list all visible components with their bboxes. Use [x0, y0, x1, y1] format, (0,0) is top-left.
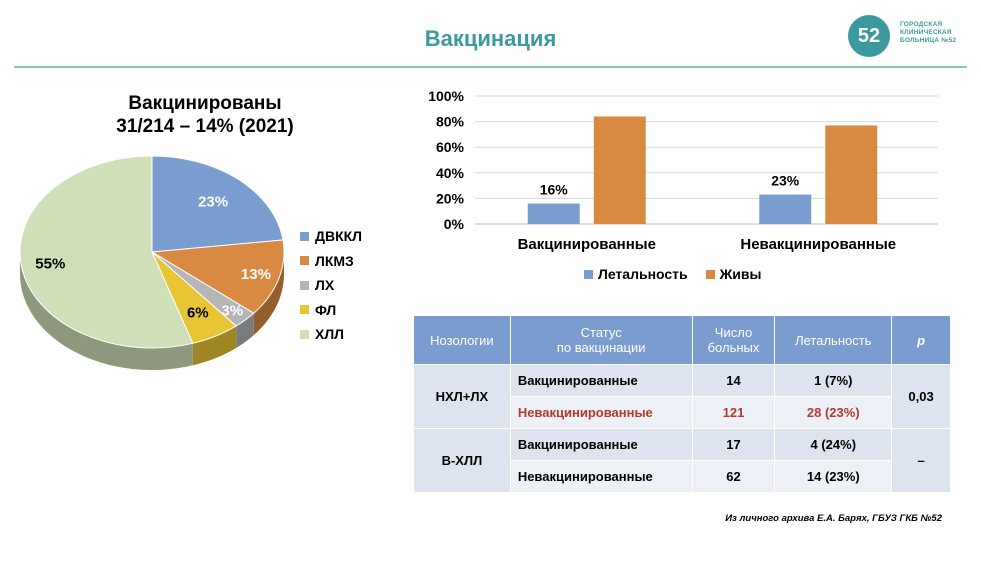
p-value-cell: 0,03 [892, 365, 951, 429]
bar [528, 204, 580, 224]
source-footnote: Из личного архива Е.А. Барях, ГБУЗ ГКБ №52 [725, 513, 942, 524]
lethality-cell: 1 (7%) [775, 365, 892, 397]
legend-item [300, 298, 362, 323]
legend-item [300, 224, 362, 249]
p-value-cell: – [892, 429, 951, 493]
x-category-label: Вакцинированные [517, 236, 656, 253]
lethality-cell: 4 (24%) [775, 429, 892, 461]
table-row [414, 429, 951, 461]
page-title: Вакцинация [424, 26, 557, 51]
y-tick-label: 40% [435, 164, 464, 181]
x-category-label: Невакцинированные [740, 236, 897, 253]
legend-swatch [706, 270, 715, 279]
column-header [510, 316, 692, 365]
pie-title-line: 31/214 – 14% (2021) [116, 116, 294, 137]
bar-chart [428, 88, 938, 253]
pie-data-label: 55% [35, 255, 66, 273]
y-tick-label: 60% [435, 139, 464, 156]
legend-label: Летальность [598, 266, 688, 282]
legend-item [300, 322, 362, 347]
bar [759, 195, 811, 224]
legend-swatch [300, 232, 309, 241]
legend-swatch [584, 270, 593, 279]
bar-legend [584, 266, 779, 282]
pie-title-line: Вакцинированы [128, 93, 282, 114]
header-count: Число больных [707, 325, 760, 355]
y-tick-label: 20% [435, 190, 464, 207]
column-header [692, 316, 775, 365]
count-cell: 14 [692, 365, 775, 397]
table-header-row [414, 316, 951, 365]
bar [594, 116, 646, 224]
column-header: Летальность [775, 316, 892, 365]
pie-data-label: 6% [186, 304, 209, 322]
y-tick-label: 0% [443, 216, 464, 232]
legend-swatch [300, 330, 309, 339]
nosology-cell: B-ХЛЛ [414, 429, 511, 493]
pie-legend [300, 224, 362, 347]
legend-swatch [300, 256, 309, 265]
y-tick-label: 80% [435, 113, 464, 130]
status-cell: Вакцинированные [510, 429, 692, 461]
count-cell: 121 [692, 397, 775, 429]
legend-label: ФЛ [315, 301, 337, 318]
legend-label: ЛХ [315, 277, 335, 294]
bar-data-label: 23% [771, 172, 800, 189]
column-header: p [892, 316, 951, 365]
legend-label: ДВККЛ [315, 228, 362, 245]
status-cell: Вакцинированные [510, 365, 692, 397]
bar-data-label: 16% [539, 181, 568, 198]
column-header: Нозологии [414, 316, 511, 365]
header-status: Статус по вакцинации [556, 325, 646, 355]
legend-label: ХЛЛ [315, 326, 344, 343]
legend-label: Живы [719, 266, 762, 282]
logo-line: ГОРОДСКАЯ [900, 21, 943, 28]
count-cell: 62 [692, 461, 775, 493]
count-cell: 17 [692, 429, 775, 461]
lethality-cell: 14 (23%) [775, 461, 892, 493]
legend-item [706, 266, 762, 282]
pie-chart [20, 156, 284, 370]
pie-data-label: 13% [240, 265, 271, 283]
logo-line: КЛИНИЧЕСКАЯ [900, 29, 952, 36]
legend-label: ЛКМЗ [315, 252, 354, 269]
bar [825, 125, 877, 224]
lethality-cell: 28 (23%) [775, 397, 892, 429]
legend-swatch [300, 305, 309, 314]
status-cell: Невакцинированные [510, 461, 692, 493]
pie-data-label: 3% [221, 302, 244, 320]
table-row [414, 365, 951, 397]
legend-swatch [300, 281, 309, 290]
lethality-table [413, 315, 951, 493]
logo-line: БОЛЬНИЦА №52 [900, 37, 957, 44]
y-tick-label: 100% [428, 88, 464, 104]
pie-data-label: 23% [198, 193, 229, 211]
nosology-cell: НХЛ+ЛХ [414, 365, 511, 429]
legend-item [584, 266, 688, 282]
legend-item [300, 249, 362, 274]
status-cell: Невакцинированные [510, 397, 692, 429]
legend-item [300, 273, 362, 298]
logo-emblem: 52 [848, 15, 890, 57]
